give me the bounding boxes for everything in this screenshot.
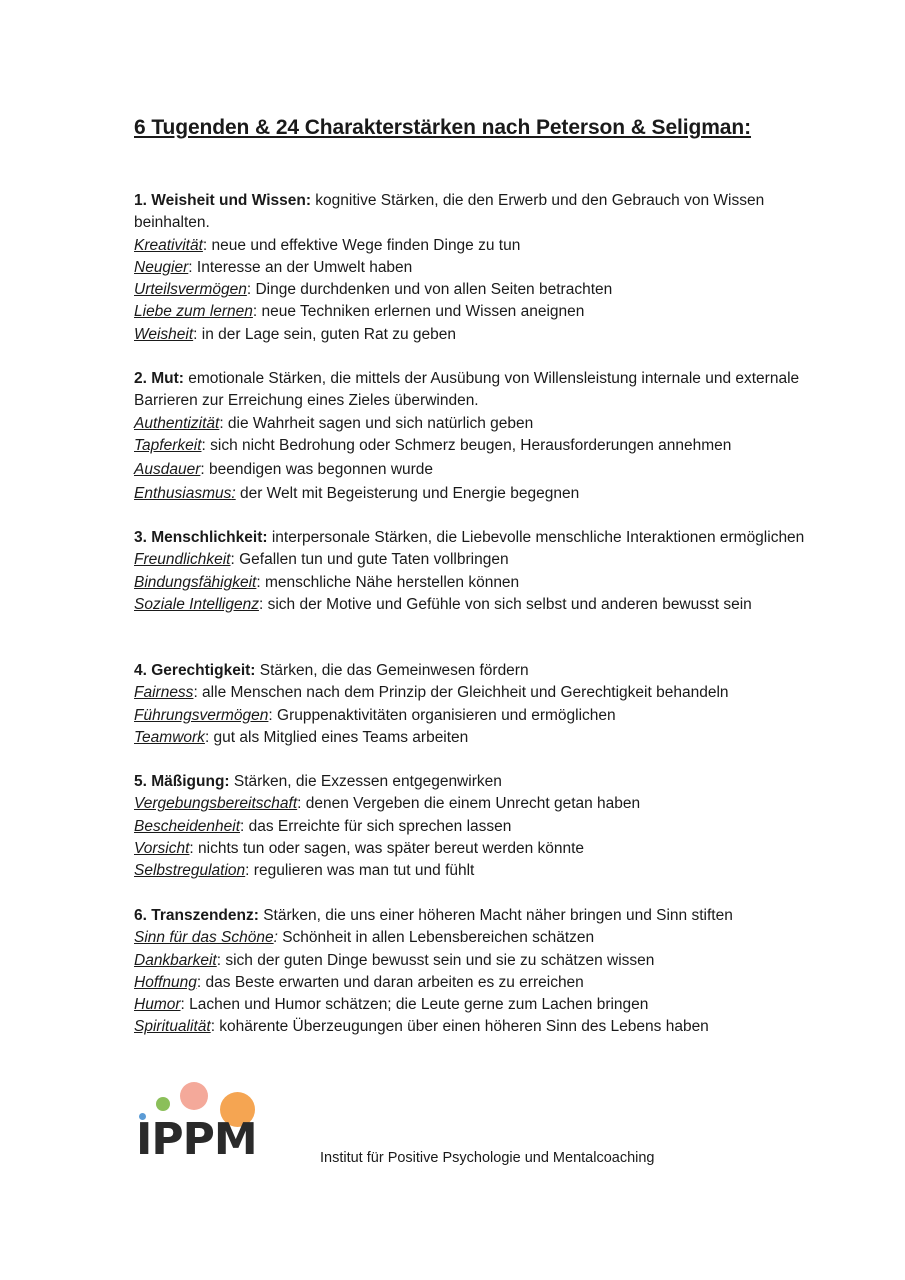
strength-term: Bescheidenheit	[134, 817, 240, 835]
strength-term: Liebe zum lernen	[134, 303, 253, 321]
section-heading: 6. Transzendenz:	[134, 907, 259, 924]
strength-term: Authentizität	[134, 414, 220, 432]
strength-term: Ausdauer	[134, 461, 201, 479]
section-menschlichkeit	[134, 527, 824, 616]
strength-term: Humor	[134, 996, 181, 1014]
section-heading: 2. Mut:	[134, 370, 184, 387]
section-intro	[134, 660, 824, 682]
section-mut	[134, 368, 824, 506]
strength-text: sich nicht Bedrohung oder Schmerz beugen, Herausforderungen annehmen	[205, 436, 732, 454]
strength-term: Vergebungsbereitschaft	[134, 795, 298, 813]
strength-item: Spiritualität: kohärente Überzeugungen über einen höheren Sinn des Lebens haben	[134, 1018, 709, 1036]
strength-text: gut als Mitglied eines Teams arbeiten	[209, 728, 469, 746]
section-intro	[134, 905, 824, 927]
strength-text: neue und effektive Wege finden Dinge zu tun	[207, 236, 521, 254]
strength-term: Fairness	[134, 684, 194, 702]
section-transzendenz	[134, 905, 824, 1039]
section-heading: 5. Mäßigung:	[134, 773, 230, 790]
strength-text: sich der Motive und Gefühle von sich selbst und anderen bewusst sein	[263, 595, 752, 613]
strength-term: Selbstregulation	[134, 862, 246, 880]
strength-text: Schönheit in allen Lebensbereichen schätzen	[277, 929, 595, 947]
strength-item: Urteilsvermögen: Dinge durchdenken und von allen Seiten betrachten	[134, 281, 613, 299]
section-gerechtigkeit	[134, 660, 824, 749]
strength-text: die Wahrheit sagen und sich natürlich geben	[223, 414, 534, 432]
strength-term: Teamwork	[134, 728, 205, 746]
strength-term: Spiritualität	[134, 1018, 211, 1036]
strength-item: Teamwork: gut als Mitglied eines Teams arbeiten	[134, 728, 469, 746]
strength-term: Freundlichkeit	[134, 551, 231, 569]
section-intro	[134, 190, 824, 235]
strength-term: Sinn für das Schöne	[134, 929, 274, 947]
strength-term: Hoffnung	[134, 973, 197, 991]
strength-term: Führungsvermögen	[134, 706, 269, 724]
strength-item: Vorsicht: nichts tun oder sagen, was später bereut werden könnte	[134, 839, 585, 857]
strength-text: regulieren was man tut und fühlt	[249, 862, 475, 880]
section-intro	[134, 771, 824, 793]
strength-item: Selbstregulation: regulieren was man tut und fühlt	[134, 862, 475, 880]
strength-term: Weisheit	[134, 325, 194, 343]
strength-item: Bescheidenheit: das Erreichte für sich sprechen lassen	[134, 817, 512, 835]
strength-item: Neugier: Interesse an der Umwelt haben	[134, 258, 413, 276]
ippm-logo	[136, 1080, 261, 1165]
section-description: Stärken, die uns einer höheren Macht näher bringen und Sinn stiften	[258, 907, 733, 924]
strength-item: Weisheit: in der Lage sein, guten Rat zu geben	[134, 325, 456, 343]
strength-term: Soziale Intelligenz	[134, 595, 259, 613]
strength-term: Kreativität	[134, 236, 203, 254]
strength-item: Führungsvermögen: Gruppenaktivitäten organisieren und ermöglichen	[134, 706, 616, 724]
logo-text: IPPM	[136, 1114, 257, 1165]
strength-item: Authentizität: die Wahrheit sagen und sich natürlich geben	[134, 414, 534, 432]
strength-term: Tapferkeit	[134, 436, 202, 454]
strength-item: Fairness: alle Menschen nach dem Prinzip der Gleichheit und Gerechtigkeit behandeln	[134, 684, 729, 702]
logo-dot-pink	[180, 1082, 208, 1110]
section-intro	[134, 527, 824, 549]
page-title: 6 Tugenden & 24 Charakterstärken nach Peterson & Seligman:	[134, 116, 752, 139]
strength-term: Neugier	[134, 258, 189, 276]
strength-item: Hoffnung: das Beste erwarten und daran arbeiten es zu erreichen	[134, 973, 584, 991]
section-description: Stärken, die Exzessen entgegenwirken	[229, 773, 502, 790]
strength-item: Enthusiasmus: der Welt mit Begeisterung und Energie begegnen	[134, 485, 580, 503]
strength-text: Gruppenaktivitäten organisieren und ermöglichen	[272, 706, 616, 724]
strength-item: Ausdauer: beendigen was begonnen wurde	[134, 461, 434, 479]
logo-dot-green	[156, 1097, 170, 1111]
strength-text: neue Techniken erlernen und Wissen aneignen	[257, 303, 585, 321]
section-heading: 4. Gerechtigkeit:	[134, 662, 256, 679]
strength-term: Urteilsvermögen	[134, 281, 247, 299]
section-description: Stärken, die das Gemeinwesen fördern	[255, 662, 529, 679]
strength-text: beendigen was begonnen wurde	[204, 461, 434, 479]
section-intro	[134, 368, 824, 413]
strength-text: das Erreichte für sich sprechen lassen	[244, 817, 512, 835]
section-maessigung	[134, 771, 824, 882]
strength-text: Lachen und Humor schätzen; die Leute gerne zum Lachen bringen	[184, 996, 649, 1014]
strength-text: nichts tun oder sagen, was später bereut werden könnte	[193, 839, 585, 857]
strength-text: der Welt mit Begeisterung und Energie begegnen	[235, 485, 580, 503]
strength-term: Dankbarkeit	[134, 951, 217, 969]
strength-item: Bindungsfähigkeit: menschliche Nähe herstellen können	[134, 573, 520, 591]
section-heading: 3. Menschlichkeit:	[134, 529, 268, 546]
strength-text: kohärente Überzeugungen über einen höheren Sinn des Lebens haben	[215, 1018, 709, 1036]
strength-text: menschliche Nähe herstellen können	[260, 573, 520, 591]
strength-item: Humor: Lachen und Humor schätzen; die Leute gerne zum Lachen bringen	[134, 996, 649, 1014]
strength-text: das Beste erwarten und daran arbeiten es zu erreichen	[201, 973, 584, 991]
strength-term: Bindungsfähigkeit	[134, 573, 257, 591]
strength-text: Interesse an der Umwelt haben	[192, 258, 413, 276]
institute-name: Institut für Positive Psychologie und Mentalcoaching	[320, 1150, 655, 1166]
section-description: kognitive Stärken, die den Erwerb und den Gebrauch von Wissen beinhalten.	[134, 192, 765, 232]
strength-item: Kreativität: neue und effektive Wege finden Dinge zu tun	[134, 236, 521, 254]
section-heading: 1. Weisheit und Wissen:	[134, 192, 311, 209]
strength-item: Liebe zum lernen: neue Techniken erlernen und Wissen aneignen	[134, 303, 585, 321]
strength-text: Gefallen tun und gute Taten vollbringen	[234, 551, 509, 569]
strength-text: in der Lage sein, guten Rat zu geben	[197, 325, 456, 343]
section-weisheit	[134, 190, 824, 346]
strength-item: Dankbarkeit: sich der guten Dinge bewusst sein und sie zu schätzen wissen	[134, 951, 655, 969]
strength-item: Vergebungsbereitschaft: denen Vergeben die einem Unrecht getan haben	[134, 795, 641, 813]
strength-text: sich der guten Dinge bewusst sein und sie zu schätzen wissen	[221, 951, 655, 969]
strength-item: Sinn für das Schöne: Schönheit in allen Lebensbereichen schätzen	[134, 929, 595, 947]
strength-term: Vorsicht	[134, 839, 190, 857]
section-description: emotionale Stärken, die mittels der Ausübung von Willensleistung internale und externale Barrieren zur Erreichung eines Zieles überwinden.	[134, 370, 800, 410]
strength-term: Enthusiasmus	[134, 485, 232, 503]
strength-text: Dinge durchdenken und von allen Seiten betrachten	[251, 281, 613, 299]
strength-item: Freundlichkeit: Gefallen tun und gute Taten vollbringen	[134, 551, 509, 569]
strength-item: Soziale Intelligenz: sich der Motive und Gefühle von sich selbst und anderen bewusst sein	[134, 595, 752, 613]
strength-text: alle Menschen nach dem Prinzip der Gleichheit und Gerechtigkeit behandeln	[197, 684, 729, 702]
strength-item: Tapferkeit: sich nicht Bedrohung oder Schmerz beugen, Herausforderungen annehmen	[134, 436, 732, 454]
section-description: interpersonale Stärken, die Liebevolle menschliche Interaktionen ermöglichen	[267, 529, 805, 546]
strength-text: denen Vergeben die einem Unrecht getan haben	[301, 795, 641, 813]
